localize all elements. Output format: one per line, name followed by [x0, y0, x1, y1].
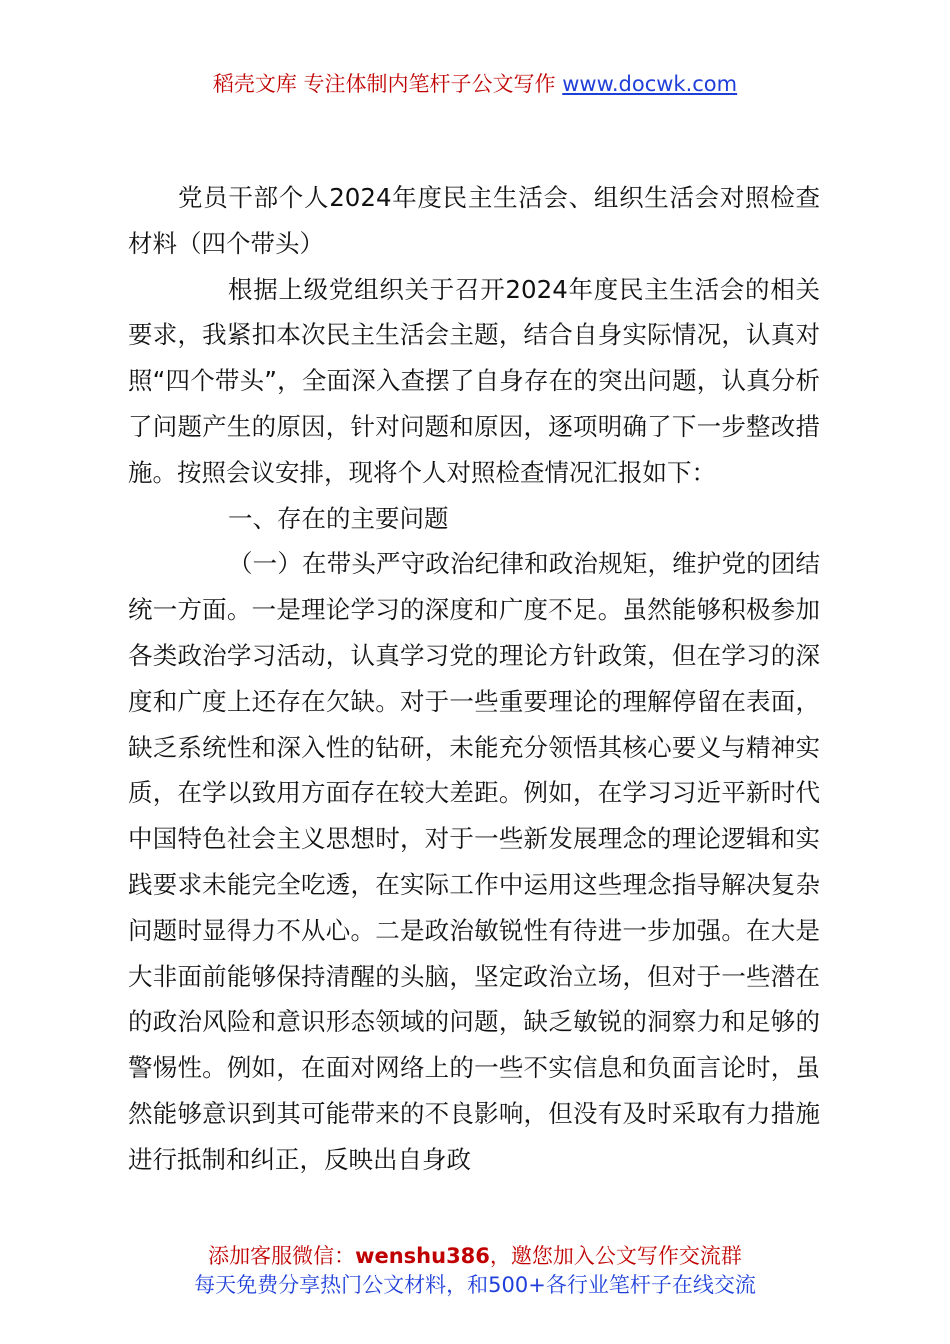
section-heading: 一、存在的主要问题: [228, 503, 449, 533]
wechat-prefix: 添加客服微信：: [208, 1244, 356, 1268]
footer-promo-line: 每天免费分享热门公文材料，和500+各行业笔杆子在线交流: [194, 1273, 756, 1297]
document-body: [128, 175, 820, 1183]
wechat-id: wenshu386: [355, 1244, 490, 1268]
document-title: 党员干部个人2024年度民主生活会、组织生活会对照检查材料（四个带头）: [128, 183, 820, 258]
site-link[interactable]: www.docwk.com: [562, 72, 738, 96]
intro-paragraph: 根据上级党组织关于召开2024年度民主生活会的相关要求，我紧扣本次民主生活会主题，结合自身实际情况，认真对照“四个带头”，全面深入查摆了自身存在的突出问题，认真分析了问题产生的原因，针对问题和原因，逐项明确了下一步整改措施。按照会议安排，现将个人对照检查情况汇报如下：: [128, 274, 820, 487]
section-paragraph: （一）在带头严守政治纪律和政治规矩，维护党的团结统一方面。一是理论学习的深度和广度不足。虽然能够积极参加各类政治学习活动，认真学习党的理论方针政策，但在学习的深度和广度上还存在欠缺。对于一些重要理论的理解停留在表面，缺乏系统性和深入性的钻研，未能充分领悟其核心要义与精神实质，在学以致用方面存在较大差距。例如，在学习习近平新时代中国特色社会主义思想时，对于一些新发展理念的理论逻辑和实践要求未能完全吃透，在实际工作中运用这些理念指导解决复杂问题时显得力不从心。二是政治敏锐性有待进一步加强。在大是大非面前能够保持清醒的头脑，坚定政治立场，但对于一些潜在的政治风险和意识形态领域的问题，缺乏敏锐的洞察力和足够的警惕性。例如，在面对网络上的一些不实信息和负面言论时，虽然能够意识到其可能带来的不良影响，但没有及时采取有力措施进行抵制和纠正，反映出自身政: [128, 549, 820, 1174]
page-footer: [0, 1242, 950, 1300]
wechat-suffix: ，邀您加入公文写作交流群: [489, 1244, 742, 1268]
page-header: [0, 68, 950, 100]
brand-text: 稻壳文库 专注体制内笔杆子公文写作: [212, 72, 556, 96]
footer-wechat-line: [0, 1242, 950, 1271]
